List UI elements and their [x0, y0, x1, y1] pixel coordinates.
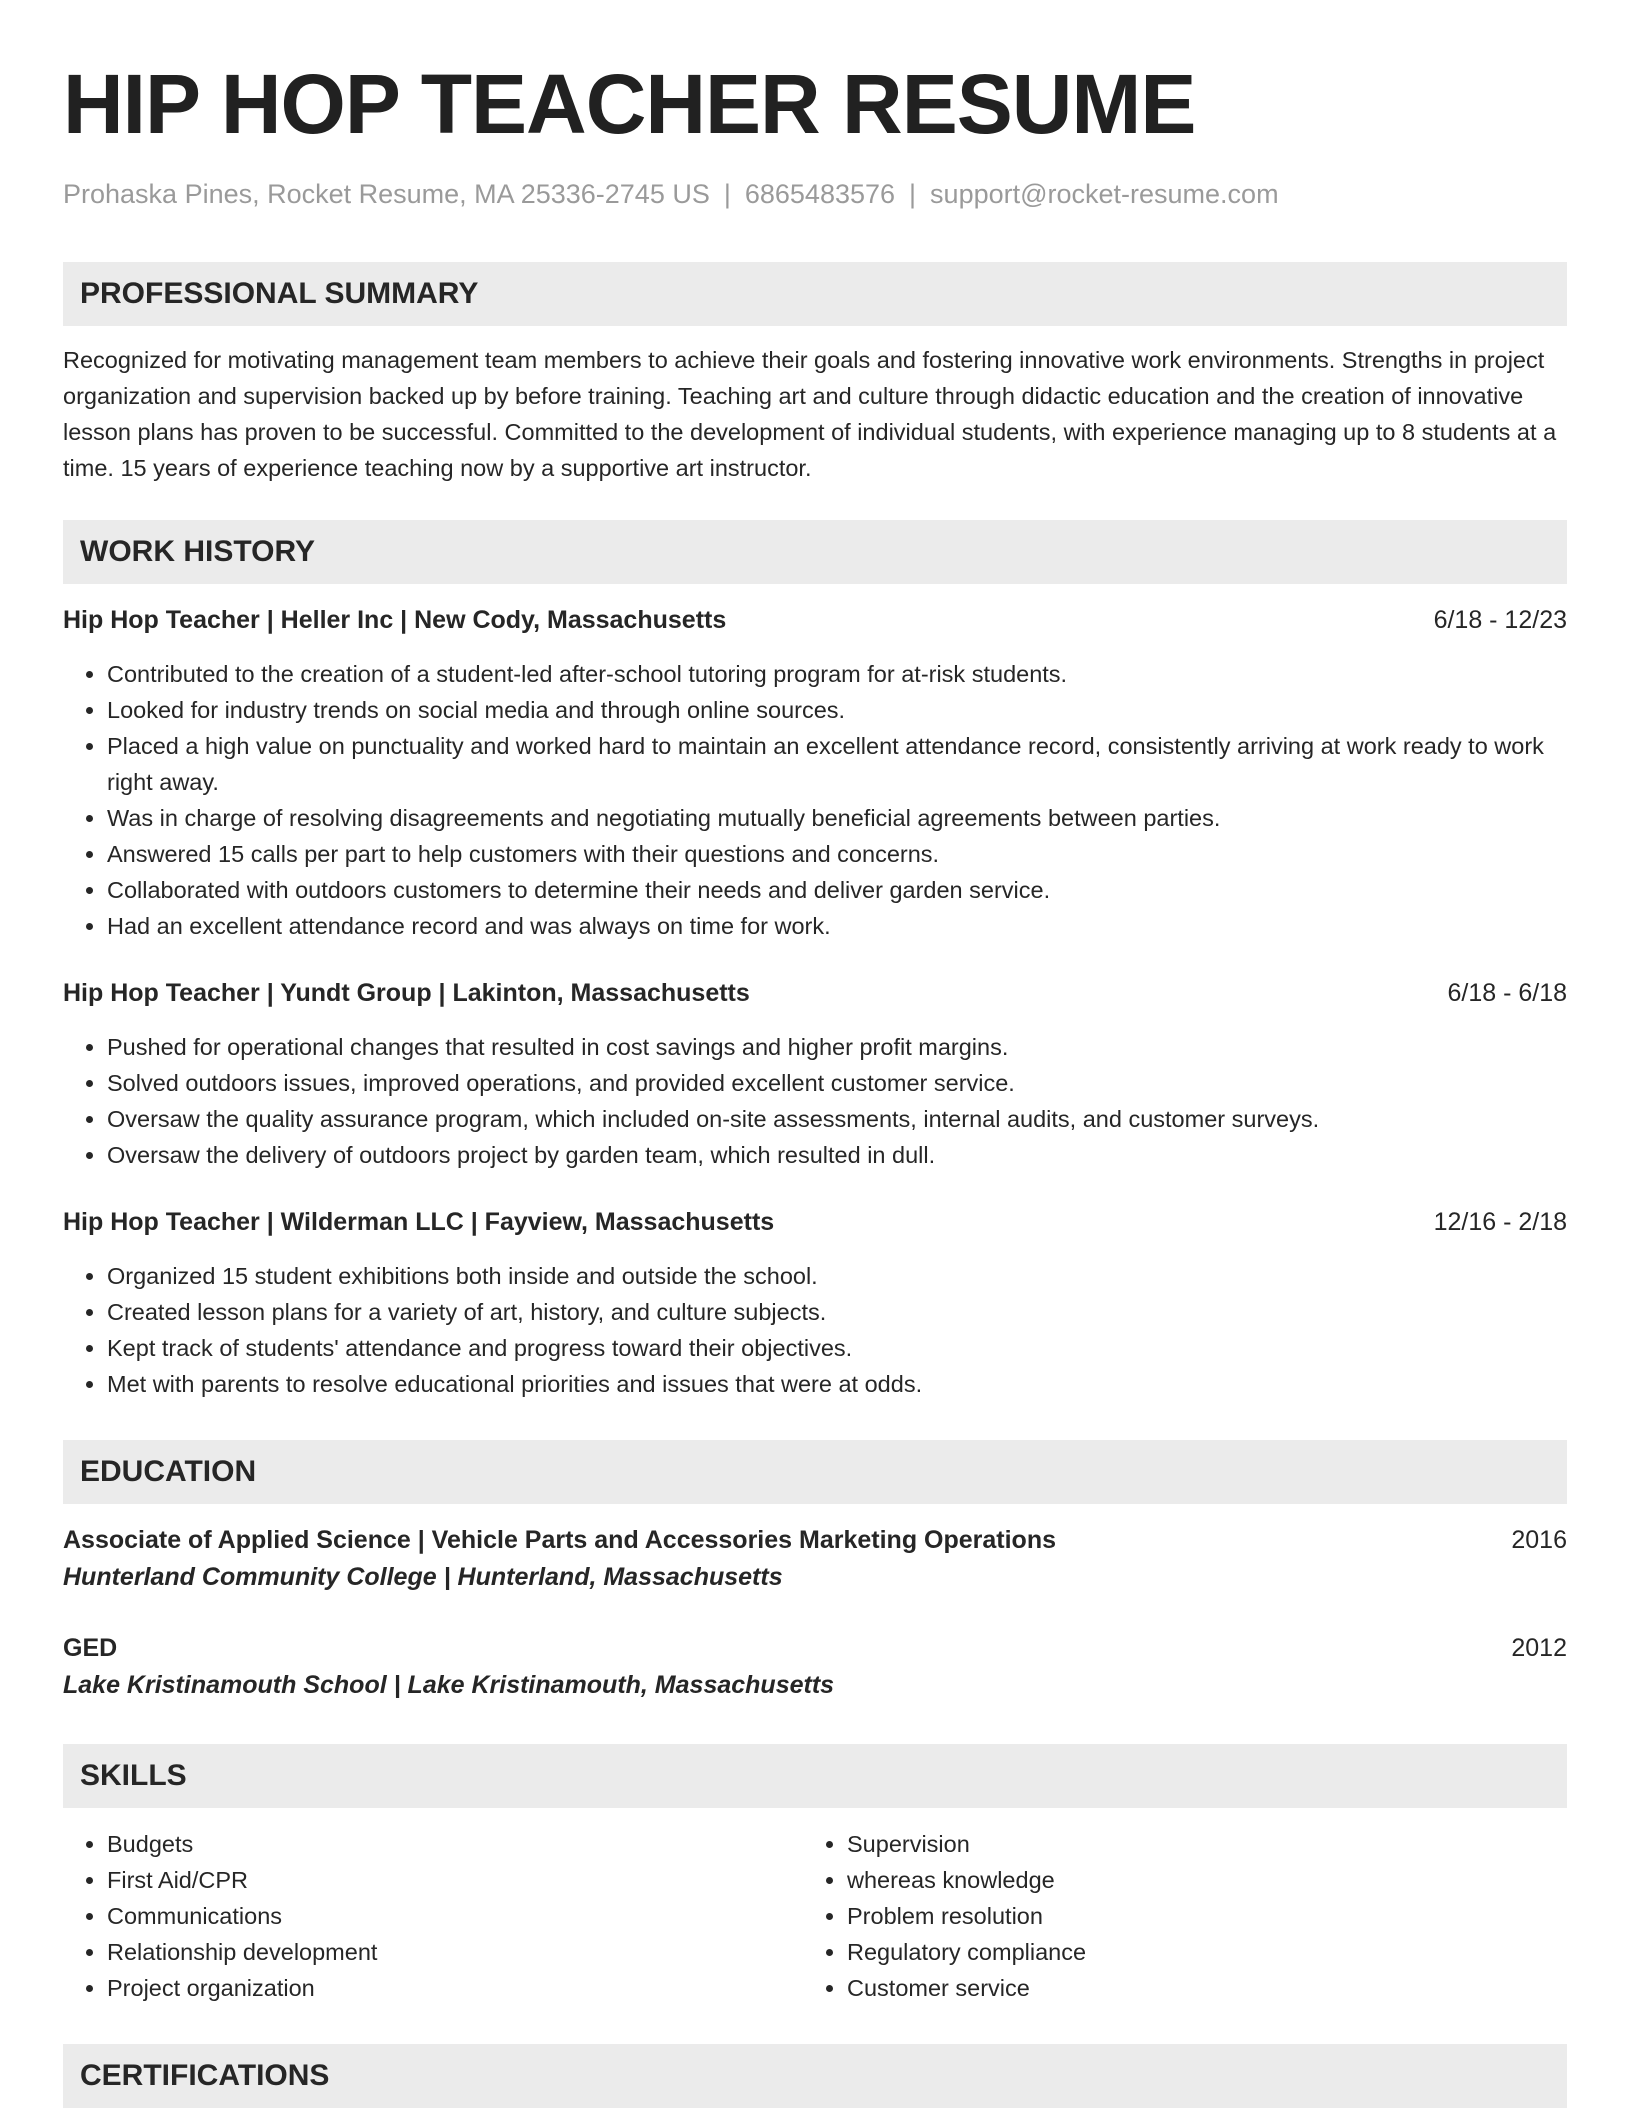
- education-header: [63, 1522, 1567, 1558]
- section-header-certifications: CERTIFICATIONS: [63, 2044, 1567, 2108]
- job-title: Hip Hop Teacher | Yundt Group | Lakinton, Massachusetts: [63, 979, 750, 1008]
- resume-page: [63, 52, 1567, 2108]
- skill-item: • Communications: [107, 1898, 803, 1934]
- section-header-skills: SKILLS: [63, 1744, 1567, 1808]
- skill-item: • Problem resolution: [847, 1898, 1543, 1934]
- skill-item: • Regulatory compliance: [847, 1934, 1543, 1970]
- job-bullets: [63, 1029, 1567, 1173]
- contact-email[interactable]: support@rocket-resume.com: [930, 179, 1279, 209]
- job-dates: 6/18 - 6/18: [1447, 979, 1567, 1008]
- job-bullet: • Oversaw the quality assurance program, which included on-site assessments, internal audits, and customer surveys.: [107, 1101, 1567, 1137]
- job-bullet: • Created lesson plans for a variety of art, history, and culture subjects.: [107, 1294, 1567, 1330]
- education-entry: [63, 1630, 1567, 1704]
- skill-item: • Project organization: [107, 1970, 803, 2006]
- section-header-summary: PROFESSIONAL SUMMARY: [63, 262, 1567, 326]
- job-bullet: • Solved outdoors issues, improved operations, and provided excellent customer service.: [107, 1065, 1567, 1101]
- skills-grid: [63, 1826, 1567, 2006]
- job-title: Hip Hop Teacher | Wilderman LLC | Fayview, Massachusetts: [63, 1208, 775, 1237]
- resume-title: HIP HOP TEACHER RESUME: [63, 57, 1196, 151]
- job-bullets: [63, 656, 1567, 944]
- contact-separator: |: [909, 179, 917, 209]
- job-bullet: • Contributed to the creation of a student-led after-school tutoring program for at-risk students.: [107, 656, 1567, 692]
- job-bullet: • Kept track of students' attendance and progress toward their objectives.: [107, 1330, 1567, 1366]
- job-bullet: • Pushed for operational changes that resulted in cost savings and higher profit margins.: [107, 1029, 1567, 1065]
- contact-separator: |: [723, 179, 731, 209]
- skills-column-left: [63, 1826, 803, 2006]
- job-bullets: [63, 1258, 1567, 1402]
- education-school: Lake Kristinamouth School | Lake Kristinamouth, Massachusetts: [63, 1671, 835, 1700]
- job-bullet: • Looked for industry trends on social media and through online sources.: [107, 692, 1567, 728]
- skills-column-right: [803, 1826, 1543, 2006]
- contact-phone: 6865483576: [744, 179, 896, 209]
- education-degree: Associate of Applied Science | Vehicle Parts and Accessories Marketing Operations: [63, 1526, 1057, 1555]
- job-entry: [63, 975, 1567, 1173]
- job-header: [63, 1204, 1567, 1240]
- job-entry: [63, 602, 1567, 944]
- job-bullet: • Oversaw the delivery of outdoors project by garden team, which resulted in dull.: [107, 1137, 1567, 1173]
- job-bullet: • Organized 15 student exhibitions both inside and outside the school.: [107, 1258, 1567, 1294]
- summary-text: Recognized for motivating management team members to achieve their goals and fostering innovative work environments. Strengths in project organization and supervision backed up by before training. Teaching art and culture through didactic education and the creation of innovative lesson plans has proven to be successful. Committed to the development of individual students, with experience managing up to 8 students at a time. 15 years of experience teaching now by a supportive art instructor.: [63, 347, 1557, 482]
- job-bullet: • Placed a high value on punctuality and worked hard to maintain an excellent attendance record, consistently arriving at work ready to work right away.: [107, 728, 1567, 800]
- contact-address: Prohaska Pines, Rocket Resume, MA 25336-2745 US: [63, 179, 710, 209]
- contact-line: [63, 178, 1567, 210]
- job-bullet: • Met with parents to resolve educational priorities and issues that were at odds.: [107, 1366, 1567, 1402]
- job-header: [63, 975, 1567, 1011]
- section-header-education: EDUCATION: [63, 1440, 1567, 1504]
- job-dates: 6/18 - 12/23: [1433, 606, 1567, 635]
- education-entry: [63, 1522, 1567, 1596]
- skill-item: • First Aid/CPR: [107, 1862, 803, 1898]
- education-header: [63, 1630, 1567, 1666]
- education-degree: GED: [63, 1634, 118, 1663]
- education-school: Hunterland Community College | Hunterland, Massachusetts: [63, 1563, 783, 1592]
- skill-item: • Relationship development: [107, 1934, 803, 1970]
- education-year: 2016: [1511, 1526, 1567, 1555]
- section-header-work-history: WORK HISTORY: [63, 520, 1567, 584]
- job-bullet: • Had an excellent attendance record and was always on time for work.: [107, 908, 1567, 944]
- skill-item: • whereas knowledge: [847, 1862, 1543, 1898]
- skill-item: • Supervision: [847, 1826, 1543, 1862]
- skill-item: • Budgets: [107, 1826, 803, 1862]
- job-bullet: • Was in charge of resolving disagreements and negotiating mutually beneficial agreements between parties.: [107, 800, 1567, 836]
- job-title: Hip Hop Teacher | Heller Inc | New Cody, Massachusetts: [63, 606, 727, 635]
- job-header: [63, 602, 1567, 638]
- education-year: 2012: [1511, 1634, 1567, 1663]
- job-entry: [63, 1204, 1567, 1402]
- skill-item: • Customer service: [847, 1970, 1543, 2006]
- job-bullet: • Answered 15 calls per part to help customers with their questions and concerns.: [107, 836, 1567, 872]
- job-bullet: • Collaborated with outdoors customers to determine their needs and deliver garden service.: [107, 872, 1567, 908]
- job-dates: 12/16 - 2/18: [1433, 1208, 1567, 1237]
